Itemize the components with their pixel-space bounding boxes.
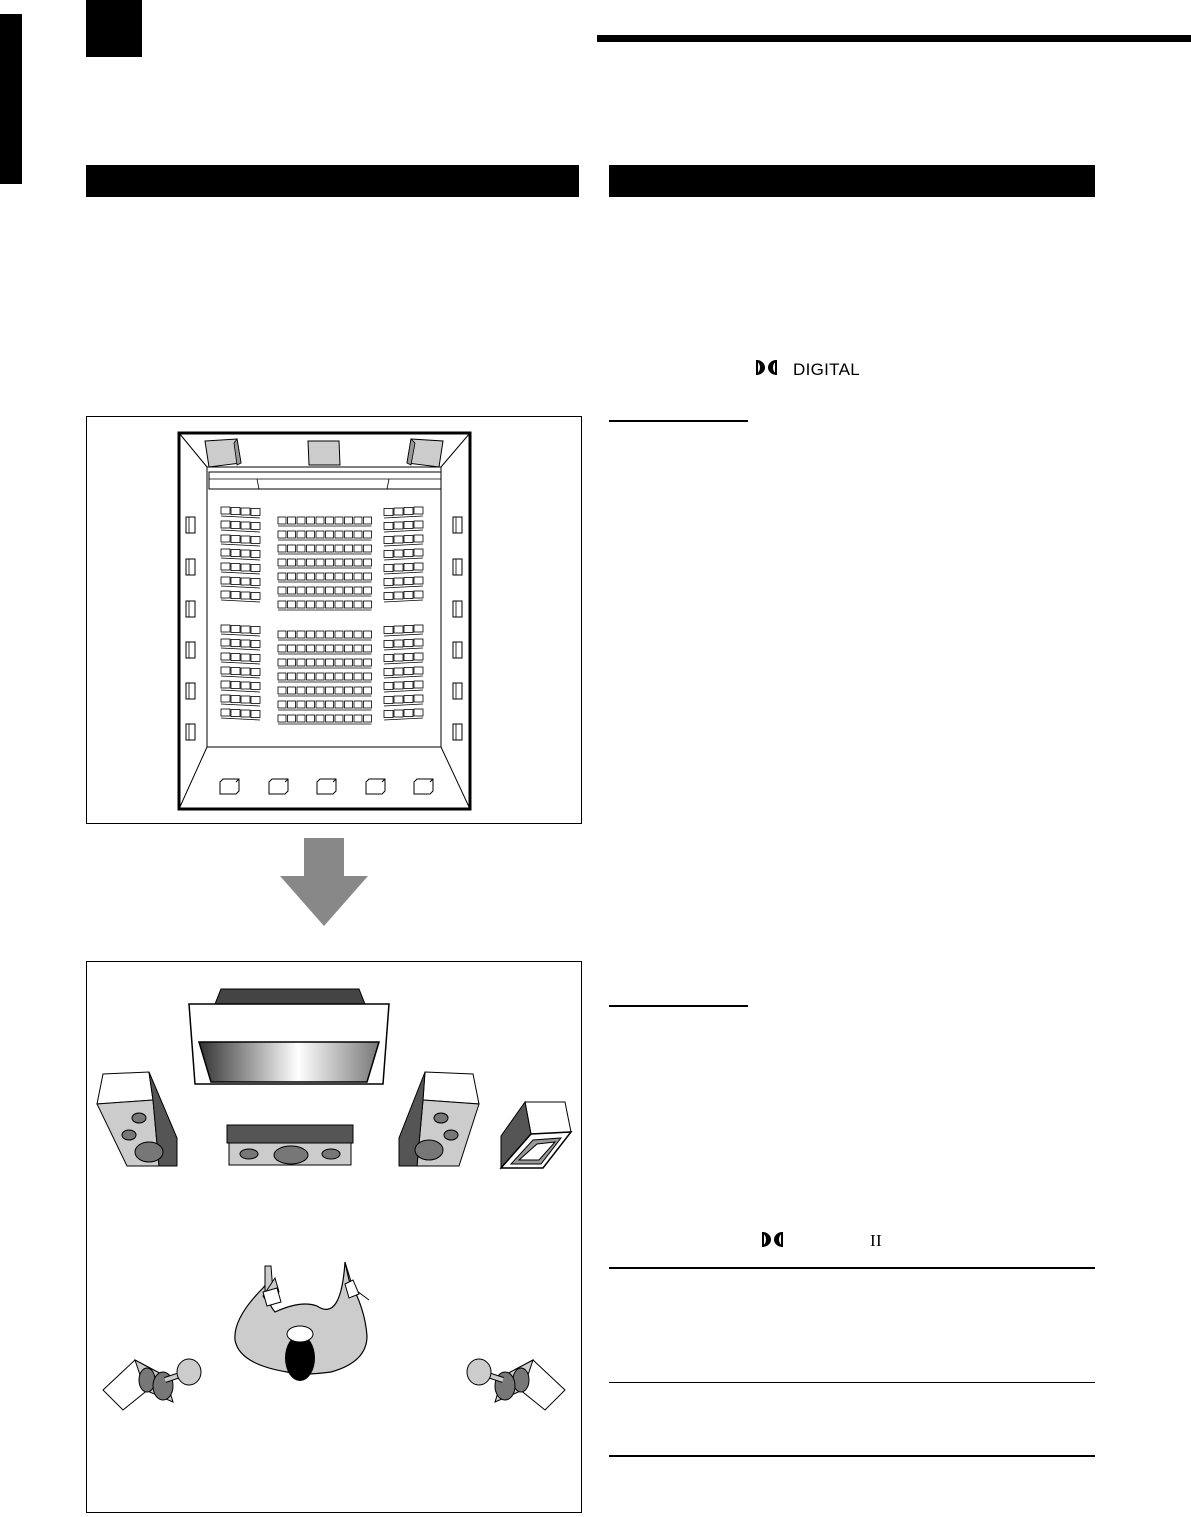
subsection-rule [609,420,748,422]
subwoofer-icon [501,1102,571,1168]
center-speaker-icon [227,1125,353,1165]
right-section-heading-bar [609,165,1095,197]
listener-icon [235,1262,369,1381]
header-rule [597,35,1191,42]
surround-right-speaker-icon [467,1359,565,1410]
television-icon [189,989,389,1084]
home-theater-illustration [86,961,582,1513]
double-d-icon [762,1232,786,1249]
dolby-digital-logo [756,360,860,380]
chapter-marker [86,0,142,57]
front-left-speaker-icon [97,1072,177,1166]
table-rule [609,1455,1095,1457]
movie-theater-illustration [86,416,582,824]
table-rule [609,1267,1095,1269]
language-side-tab [0,14,22,184]
table-rule [609,1382,1095,1383]
double-d-icon [756,360,780,377]
dolby-digital-logo-text: DIGITAL [793,360,860,379]
surround-left-speaker-icon [103,1359,201,1410]
theater-floor-plan [87,417,581,823]
subsection-rule [609,1005,748,1007]
front-right-speaker-icon [399,1072,479,1166]
pro-logic-numeral: II [870,1231,882,1250]
left-section-heading-bar [86,165,579,197]
home-theater-setup [87,962,581,1512]
dolby-pro-logic-logo [762,1232,922,1252]
down-arrow-icon [278,838,370,928]
